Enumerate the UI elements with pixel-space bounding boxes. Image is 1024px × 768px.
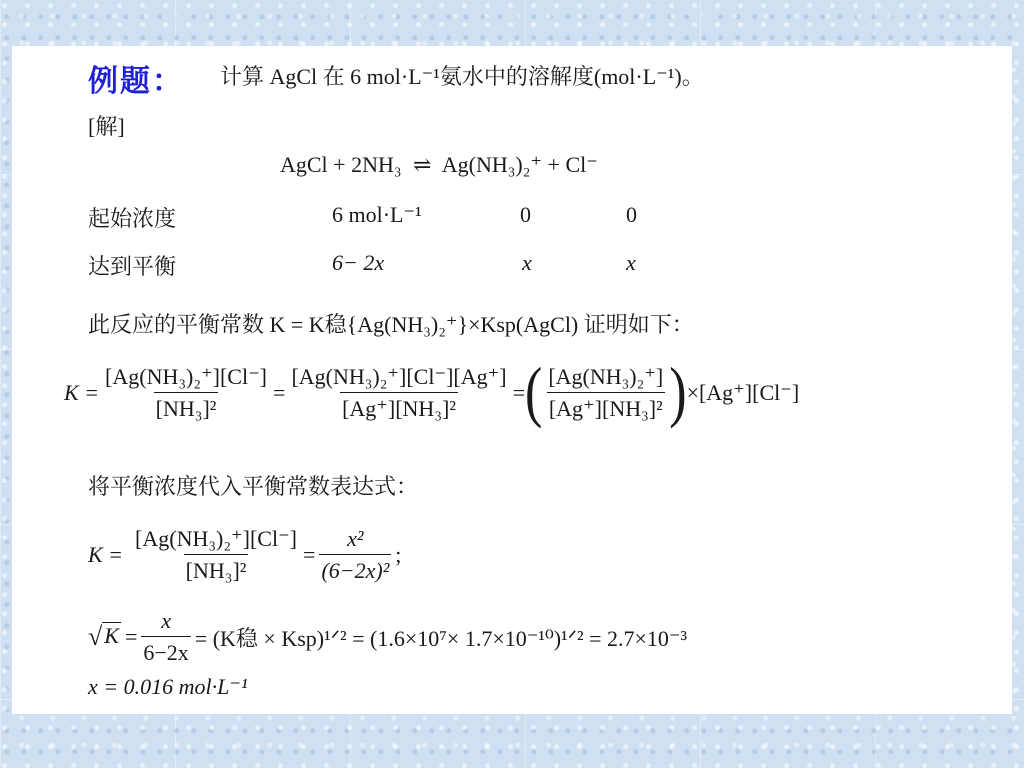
equals-sign: =: [124, 624, 138, 649]
eq2-fraction-1: [133, 526, 299, 584]
eq3-fraction: [141, 608, 190, 666]
sqrt-icon: √: [88, 622, 103, 651]
eq2-lhs: K =: [88, 542, 124, 567]
equation-1: [64, 355, 800, 430]
eq3-f-den: 6−2x: [141, 636, 190, 666]
reaction-lhs: AgCl + 2NH₃: [280, 152, 402, 177]
equals-sign: =: [303, 542, 316, 567]
eq1-f3-den: [Ag⁺][NH₃]²: [547, 392, 665, 422]
eq1-fraction-2: [289, 364, 508, 422]
eq1-f1-den: [NH₃]²: [154, 392, 219, 422]
final-answer: x = 0.016 mol·L⁻¹: [88, 674, 248, 699]
equals-sign: =: [512, 380, 525, 405]
eq1-f3-num: [Ag(NH₃)₂⁺]: [548, 364, 664, 389]
equilibrium-label: 达到平衡: [88, 254, 177, 279]
initial-value-nh3: 6 mol·L⁻¹: [332, 202, 422, 227]
right-paren: ): [669, 355, 687, 430]
equation-2: [88, 526, 401, 584]
statement-equilibrium-constant: 此反应的平衡常数 K = K稳{Ag(NH₃)₂⁺}×Ksp(AgCl) 证明如下：: [88, 312, 694, 337]
initial-label: 起始浓度: [88, 206, 177, 231]
equilibrium-value-cl: x: [626, 250, 636, 275]
equilibrium-value-nh3: 6− 2x: [332, 250, 385, 275]
eq3-rest: = (K稳 × Ksp)¹ᐟ² = (1.6×10⁷× 1.7×10⁻¹⁰)¹ᐟ² = 2.7×10⁻³: [194, 625, 688, 651]
equals-sign: =: [273, 380, 286, 405]
eq2-f1-num: [Ag(NH₃)₂⁺][Cl⁻]: [135, 526, 298, 551]
reaction-rhs: Ag(NH₃)₂⁺ + Cl⁻: [441, 152, 598, 177]
eq2-f2-den: (6−2x)²: [319, 554, 391, 584]
eq1-fraction-1: [103, 364, 269, 422]
left-paren: (: [524, 355, 543, 430]
equilibrium-value-complex: x: [522, 250, 532, 275]
eq1-lhs: K =: [64, 380, 100, 405]
eq2-tail: ;: [395, 542, 402, 567]
eq2-f1-den: [NH₃]²: [184, 554, 249, 584]
solution-label: [解]: [88, 114, 125, 139]
eq1-f2-den: [Ag⁺][NH₃]²: [340, 392, 458, 422]
initial-value-complex: 0: [520, 202, 531, 227]
question-text: 计算 AgCl 在 6 mol·L⁻¹氨水中的溶解度(mol·L⁻¹)。: [220, 64, 704, 89]
eq3-f-num: x: [161, 608, 171, 633]
eq1-fraction-3: [546, 364, 665, 422]
sqrt-radicand: K: [104, 623, 119, 648]
eq1-f2-num: [Ag(NH₃)₂⁺][Cl⁻][Ag⁺]: [291, 364, 507, 389]
eq2-f2-num: x²: [347, 526, 364, 551]
eq2-fraction-2: [319, 526, 391, 584]
example-title: 例题：: [88, 64, 184, 99]
statement-substitute: 将平衡浓度代入平衡常数表达式：: [88, 474, 419, 499]
eq1-tail: ×[Ag⁺][Cl⁻]: [686, 380, 800, 405]
initial-value-cl: 0: [626, 202, 637, 227]
eq1-f1-num: [Ag(NH₃)₂⁺][Cl⁻]: [105, 364, 268, 389]
reaction-equation: [280, 152, 598, 178]
content-sheet: [12, 46, 1012, 714]
equilibrium-arrow-icon: ⇌: [413, 152, 432, 177]
equation-3: [88, 608, 687, 666]
sqrt-expression: [88, 622, 121, 652]
